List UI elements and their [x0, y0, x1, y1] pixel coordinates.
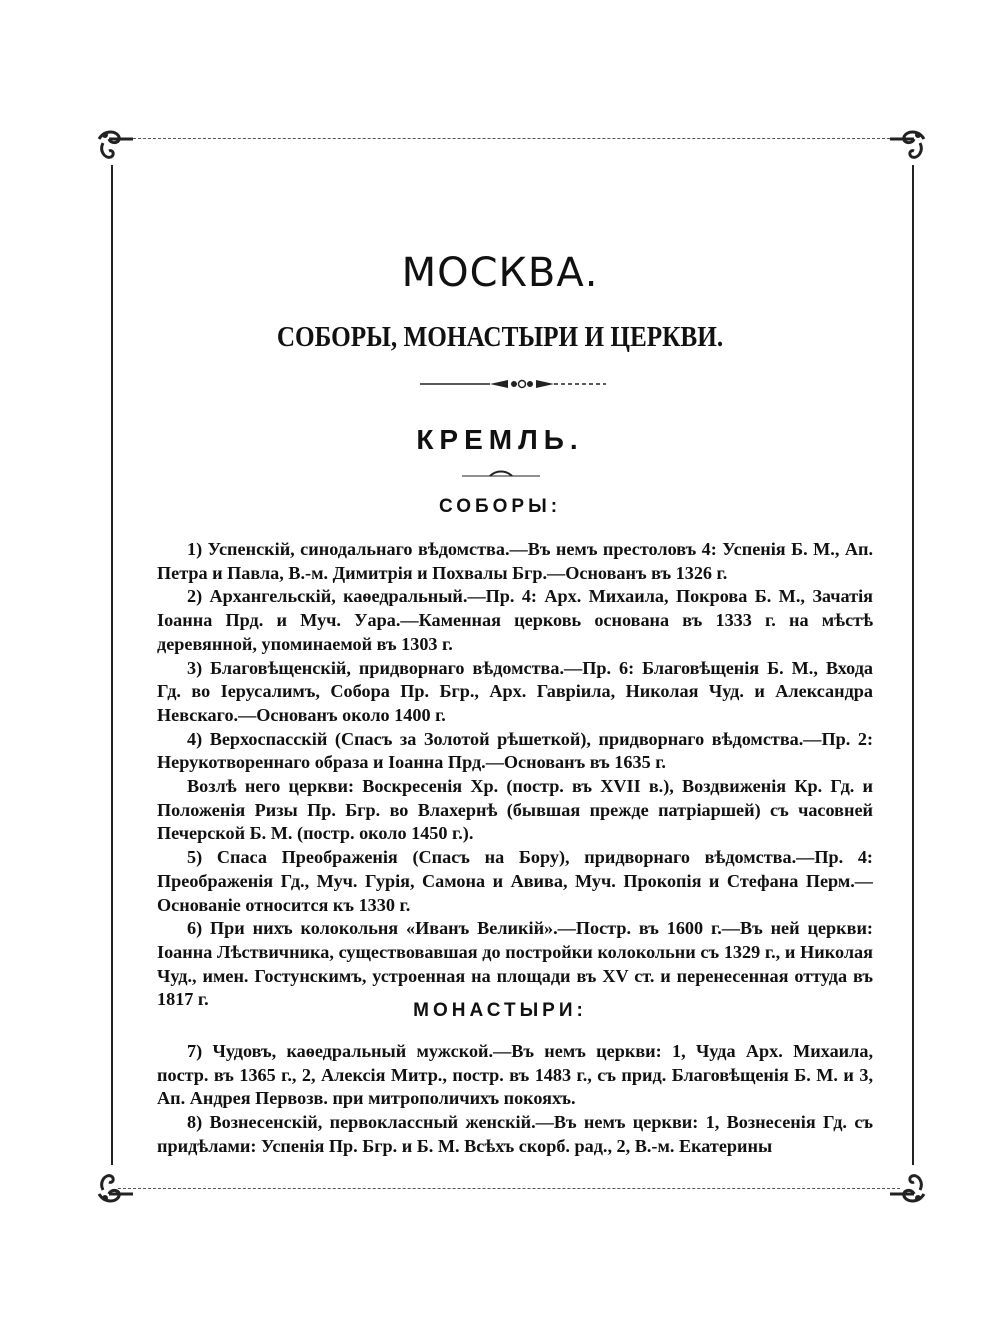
paragraph: 3) Благовѣщенскій, придворнаго вѣдомства.—Пр. 6: Благовѣщенія Б. М., Входа Гд. во Іерусалимъ, Собора Пр. Бгр., Арх. Гавріила, Николая Чуд. и Александра Невскаго.—Основанъ около 1400 г.: [157, 657, 873, 725]
page-subtitle: СОБОРЫ, МОНАСТЫРИ И ЦЕРКВИ.: [276, 322, 724, 353]
section-heading: КРЕМЛЬ.: [416, 424, 584, 455]
corner-ornament-icon: [95, 1168, 135, 1208]
paragraph: 2) Архангельскій, каѳедральный.—Пр. 4: Арх. Михаила, Покрова Б. М., Зачатія Іоанна Прд. и Муч. Уара.—Каменная церковь основана въ 1333 г. на мѣстѣ деревянной, упоминаемой въ 1303 г.: [157, 586, 873, 654]
paragraph: 6) При нихъ колокольня «Иванъ Великій».—Постр. въ 1600 г.—Въ ней церкви: Іоанна Лѣствичника, существовавшая до постройки колокольни съ 1329 г., и Николая Чуд., имен. Гостунскимъ, устроенная на площади въ XV ст. и перенесенная оттуда въ 1817 г.: [157, 918, 873, 1010]
subheading-monastyri: МОНАСТЫРИ:: [413, 1000, 587, 1021]
divider-ornament-icon: [462, 470, 540, 480]
paragraph: Возлѣ него церкви: Воскресенія Хр. (постр. въ XVII в.), Воздвиженія Кр. Гд. и Положенія Ризы Пр. Бгр. во Влахернѣ (бывшая прежде патріаршей) съ часовней Печерской Б. М. (постр. около 1450 г.).: [157, 776, 873, 844]
corner-ornament-icon: [888, 1168, 928, 1208]
paragraph: 5) Спаса Преображенія (Спасъ на Бору), придворнаго вѣдомства.—Пр. 4: Преображенія Гд., Муч. Гурія, Самона и Авива, Муч. Прокопія и Стефана Перм.—Основаніе относится къ 1330 г.: [157, 847, 873, 915]
frame-top-border: [118, 138, 900, 140]
paragraph: 8) Вознесенскій, первоклассный женскій.—Въ немъ церкви: 1, Вознесенія Гд. съ придѣлами: Успенія Пр. Бгр. и Б. М. Всѣхъ скорб. рад., 2, В.-м. Екатерины: [157, 1112, 873, 1156]
divider-ornament-icon: [420, 376, 606, 392]
paragraph: 7) Чудовъ, каѳедральный мужской.—Въ немъ церкви: 1, Чуда Арх. Михаила, постр. въ 1365 г., 2, Алексія Митр., постр. въ 1483 г., съ прид. Благовѣщенія Б. М. и 3, Ап. Андрея Первозв. при митрополичихъ покояхъ.: [157, 1041, 873, 1109]
monastyri-text-block: [157, 1040, 873, 1159]
corner-ornament-icon: [95, 125, 135, 165]
paragraph: 1) Успенскій, синодальнаго вѣдомства.—Въ немъ престоловъ 4: Успенія Б. М., Ап. Петра и Павла, В.-м. Димитрія и Похвалы Бгр.—Основанъ въ 1326 г.: [157, 539, 873, 583]
frame-bottom-border: [118, 1188, 900, 1190]
corner-ornament-icon: [888, 125, 928, 165]
subheading-sobory: СОБОРЫ:: [438, 496, 562, 517]
paragraph: 4) Верхоспасскій (Спасъ за Золотой рѣшеткой), придворнаго вѣдомства.—Пр. 2: Нерукотвореннаго образа и Іоанна Прд.—Основанъ въ 1635 г.: [157, 728, 873, 773]
page-title: МОСКВА.: [401, 250, 599, 296]
sobory-text-block: [157, 538, 873, 1012]
